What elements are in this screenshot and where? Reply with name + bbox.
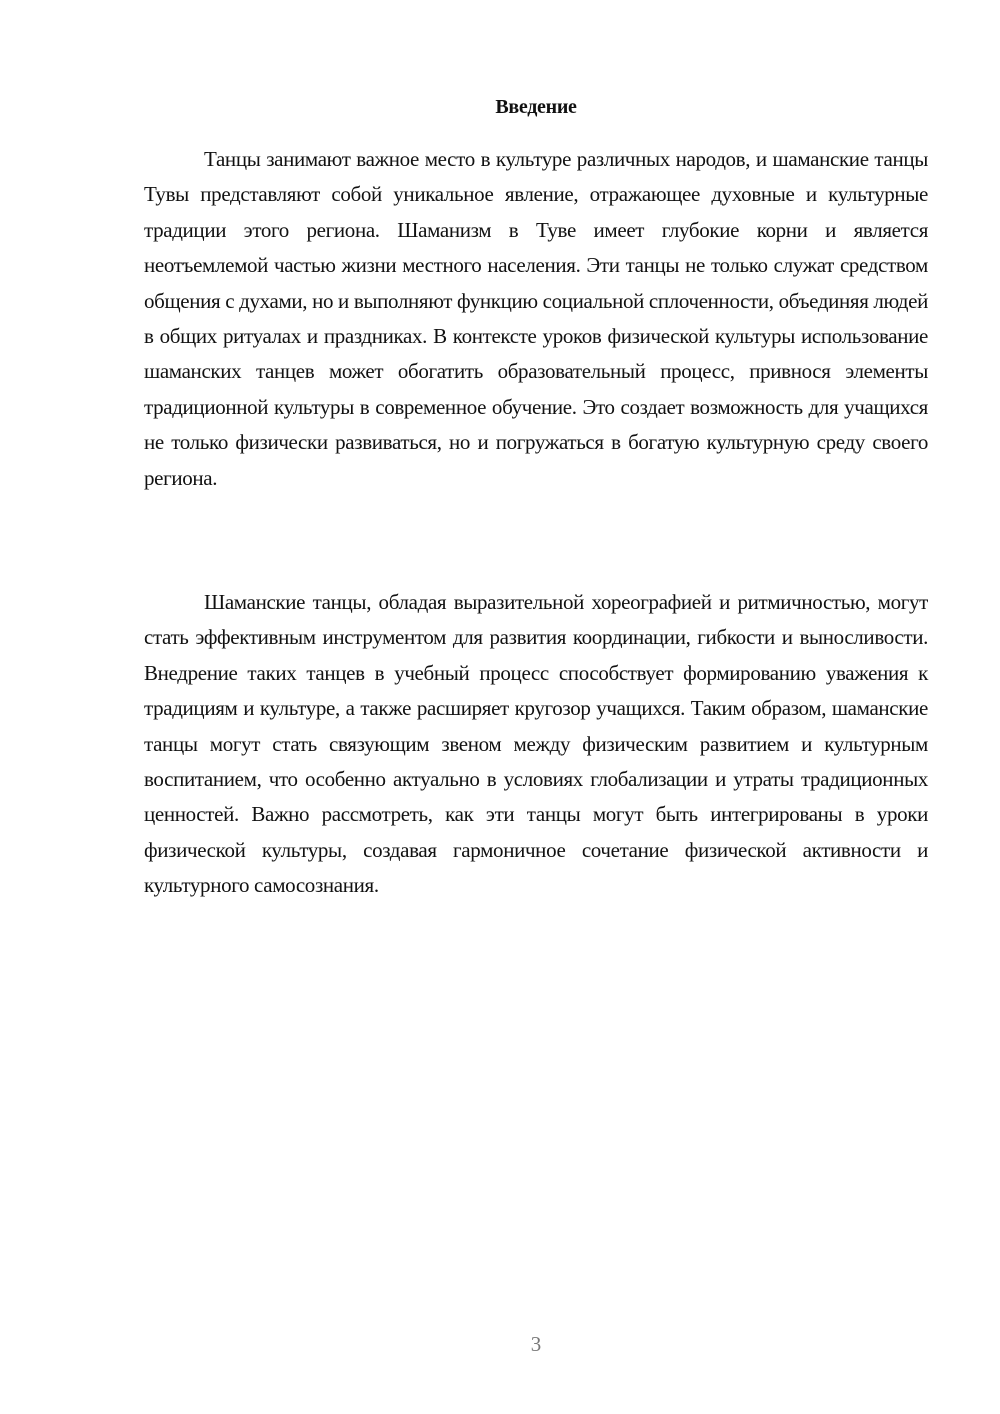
- paragraph-1-container: [144, 142, 928, 496]
- page-number: 3: [530, 1332, 542, 1356]
- section-heading: Введение: [495, 96, 577, 118]
- paragraph-2-container: [144, 585, 928, 904]
- paragraph-2: Шаманские танцы, обладая выразительной хореографией и ритмичностью, могут стать эффективным инструментом для развития координации, гибкости и выносливости. Внедрение таких танцев в учебный процесс способствует формированию уважения к традициям и культуре, а также расширяет кругозор учащихся. Таким образом, шаманские танцы могут стать связующим звеном между физическим развитием и культурным воспитанием, что особенно актуально в условиях глобализации и утраты традиционных ценностей. Важно рассмотреть, как эти танцы могут быть интегрированы в уроки физической культуры, создавая гармоничное сочетание физической активности и культурного самосознания.: [144, 590, 928, 898]
- paragraph-1: Танцы занимают важное место в культуре различных народов, и шаманские танцы Тувы представляют собой уникальное явление, отражающее духовные и культурные традиции этого региона. Шаманизм в Туве имеет глубокие корни и является неотъемлемой частью жизни местного населения. Эти танцы не только служат средством общения с духами, но и выполняют функцию социальной сплоченности, объединяя людей в общих ритуалах и праздниках. В контексте уроков физической культуры использование шаманских танцев может обогатить образовательный процесс, привнося элементы традиционной культуры в современное обучение. Это создает возможность для учащихся не только физически развиваться, но и погружаться в богатую культурную среду своего региона.: [144, 147, 928, 490]
